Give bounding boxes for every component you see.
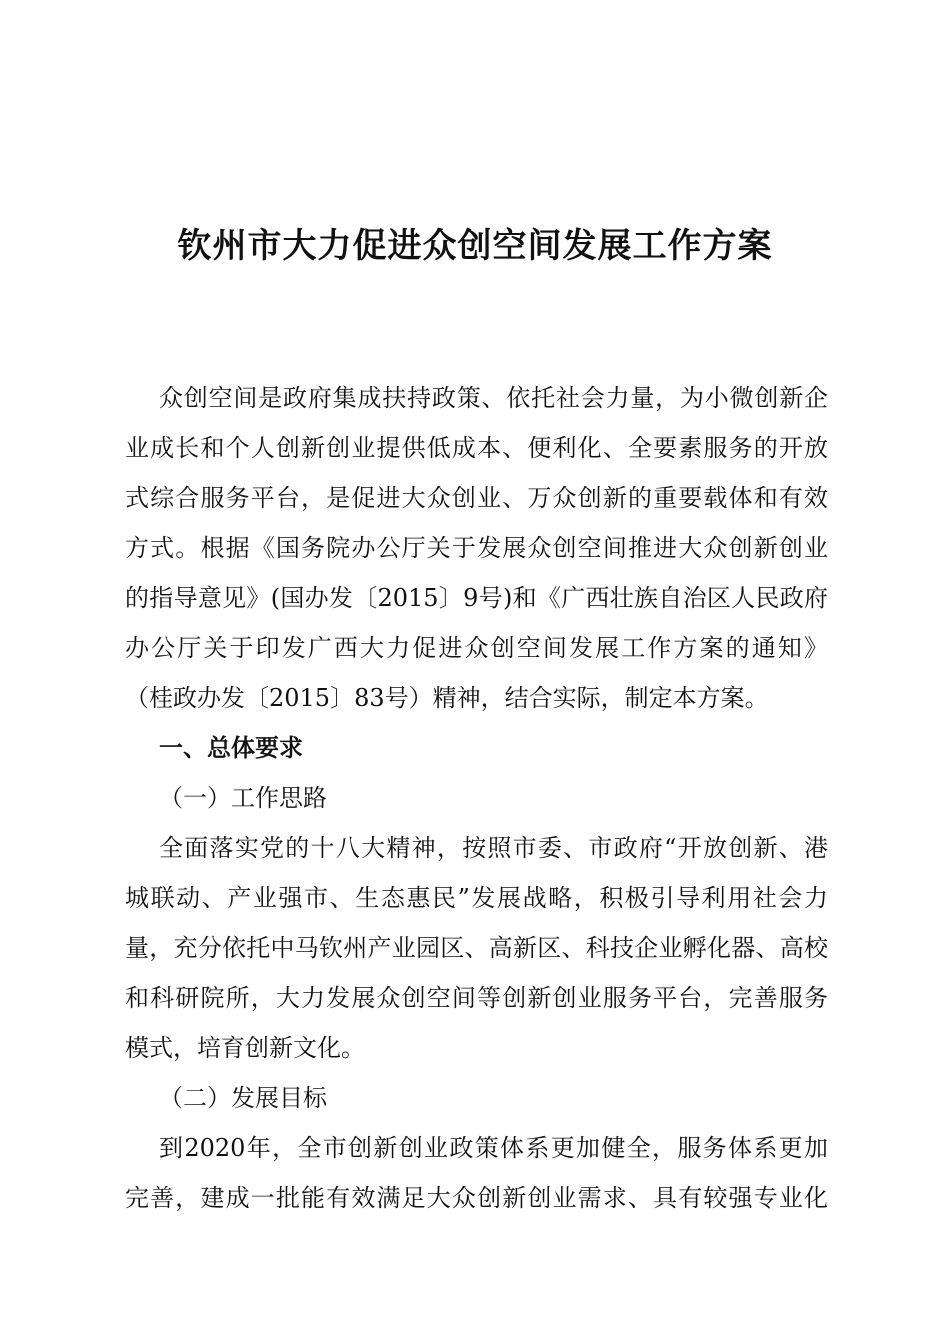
subsection2-heading: （二）发展目标 [159,1084,327,1112]
subsection1-line-2: 城联动、产业强市、生态惠民”发展战略，积极引导利用社会力 [125,884,828,912]
intro-line-7: （桂政办发〔2015〕83号）精神，结合实际，制定本方案。 [125,684,769,712]
intro-line-6: 办公厅关于印发广西大力促进众创空间发展工作方案的通知》 [125,634,828,662]
intro-line-3: 式综合服务平台，是促进大众创业、万众创新的重要载体和有效 [125,484,828,512]
intro-line-2: 业成长和个人创新创业提供低成本、便利化、全要素服务的开放 [125,434,828,462]
subsection1-line-3: 量，充分依托中马钦州产业园区、高新区、科技企业孵化器、高校 [125,934,828,962]
subsection2-line-1: 到2020年，全市创新创业政策体系更加健全，服务体系更加 [159,1134,828,1162]
subsection1-line-1: 全面落实党的十八大精神，按照市委、市政府“开放创新、港 [159,834,828,862]
intro-line-5: 的指导意见》(国办发〔2015〕9号)和《广西壮族自治区人民政府 [125,584,828,612]
subsection1-line-5: 模式，培育创新文化。 [125,1034,365,1062]
intro-line-1: 众创空间是政府集成扶持政策、依托社会力量，为小微创新企 [159,384,828,412]
section1-heading: 一、总体要求 [159,734,303,762]
subsection1-heading: （一）工作思路 [159,784,327,812]
subsection2-line-2: 完善，建成一批能有效满足大众创新创业需求、具有较强专业化 [125,1184,828,1212]
document-title: 钦州市大力促进众创空间发展工作方案 [177,226,773,266]
intro-line-4: 方式。根据《国务院办公厅关于发展众创空间推进大众创新创业 [125,534,828,562]
subsection1-line-4: 和科研院所，大力发展众创空间等创新创业服务平台，完善服务 [125,984,828,1012]
